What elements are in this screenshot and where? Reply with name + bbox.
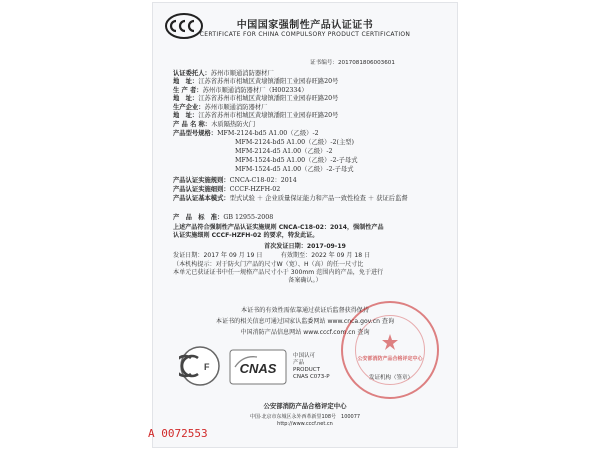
- maker-address-row: [173, 95, 338, 103]
- cccf-logo-icon: [179, 345, 221, 387]
- cnas-logo-icon: [229, 349, 287, 385]
- model-value: MFM-1524-d5 A1.00（乙级）-2-子母式: [235, 166, 354, 173]
- official-seal: [341, 301, 439, 399]
- product-label: 产 品 名 称：: [173, 121, 212, 128]
- certificate-paper: [152, 2, 458, 448]
- detail-row: [173, 186, 280, 194]
- maker-value: 苏州市顺通消防器材厂（H002334）: [202, 87, 308, 94]
- detail-label: 产品认证实施细则：: [173, 186, 230, 193]
- mode-row: [173, 195, 441, 203]
- note-text: （本机构提示：对于防火门产品的尺寸W（宽）、H（高）的任一尺寸比: [173, 261, 364, 268]
- standard-label: 产 品 标 准：: [173, 214, 224, 221]
- rule-value: CNCA-C18-02：2014: [229, 177, 297, 184]
- rule-label: 产品认证实施规则：: [173, 177, 230, 184]
- mode-label: 产品认证基本模式：: [173, 195, 230, 202]
- query-statement: 本证书的相关信息可通过国家认监委网站 www.cnca.gov.cn 查询: [215, 318, 395, 325]
- issuer-sign-label: 发证机构（签章）: [369, 375, 414, 381]
- star-icon: [381, 333, 399, 351]
- conformity-statement: 上述产品符合强制性产品认证实施规则 CNCA-C18-02：2014，强制性产品: [173, 224, 384, 231]
- organization-website: http://www.cccf.net.cn: [277, 421, 333, 427]
- address-value: 江苏省苏州市相城区黄埭镇潘阳工业园春旺路20号: [198, 78, 339, 85]
- maker-label: 生 产 者：: [173, 87, 203, 94]
- model-value: MFM-2124-d5 A1.00（乙级）-2: [235, 148, 333, 155]
- client-value: 苏州市顺通消防器材厂: [210, 70, 274, 77]
- certificate-title-en: CERTIFICATE FOR CHINA COMPULSORY PRODUCT CERTIFICATION: [199, 31, 411, 38]
- factory-row: [173, 104, 267, 112]
- model-value: MFM-1524-bd5 A1.00（乙级）-2-子母式: [235, 157, 358, 164]
- maker-row: [173, 87, 308, 95]
- issuing-organization: 公安部消防产品合格评定中心: [263, 402, 347, 410]
- address-value: 江苏省苏州市相城区黄埭镇潘阳工业园春旺路20号: [198, 95, 339, 102]
- factory-address-row: [173, 112, 338, 120]
- query-statement: 中国消防产品信息网站 www.cccf.com.cn 查询: [240, 329, 370, 336]
- model-value: MFM-2124-bd5 A1.00（乙级）-2(主型): [235, 139, 355, 146]
- note-text: 备案确认。）: [288, 277, 322, 284]
- address-label: 地 址：: [173, 95, 199, 102]
- model-label: 产品型号规格：: [173, 130, 218, 137]
- certificate-title: 中国国家强制性产品认证证书: [236, 20, 374, 31]
- svg-text:F: F: [204, 362, 210, 372]
- detail-value: CCCF-HZFH-02: [229, 186, 281, 193]
- address-label: 地 址：: [173, 78, 199, 85]
- mode-value: 型式试验 ＋ 企业质量保证能力和产品一致性检查 ＋ 获证后监督: [229, 195, 408, 202]
- product-value: 木质隔热防火门: [211, 121, 256, 128]
- model-value: MFM-2124-bd5 A1.00（乙级）-2: [217, 130, 319, 137]
- address-label: 地 址：: [173, 112, 199, 119]
- model-row: [173, 130, 319, 138]
- note-text: 本单元已获证证书中任一规格产品尺寸小于 300mm 范围内的产品，免于进行: [173, 269, 384, 276]
- rule-row: [173, 177, 297, 185]
- cnas-logo-text: CNAS: [239, 361, 277, 376]
- product-row: [173, 121, 255, 129]
- factory-label: 生产企业：: [173, 104, 205, 111]
- client-label: 认证委托人：: [173, 70, 211, 77]
- address-value: 江苏省苏州市相城区黄埭镇潘阳工业园春旺路20号: [198, 112, 339, 119]
- issue-validity-dates: 发证日期：2017 年 09 月 19 日 有效期至：2022 年 09 月 18 日: [173, 252, 371, 259]
- organization-address: 中国·北京市东城区永外西革新里108号 100077: [249, 414, 361, 420]
- validity-statement: 本证书的有效性需依靠通过获证后监督获得保持: [241, 307, 369, 314]
- serial-number: A 0072553: [148, 427, 208, 440]
- factory-value: 苏州市顺通消防器材厂: [204, 104, 268, 111]
- conformity-statement: 认证实施细则 CCCF-HZFH-02 的要求，特发此证。: [173, 232, 319, 239]
- certificate-number: 证书编号：2017081806003601: [310, 60, 395, 66]
- seal-text: 公安部消防产品合格评定中心: [357, 356, 423, 362]
- standard-value: GB 12955-2008: [223, 214, 274, 221]
- accreditation-text: 中国认可 产品 PRODUCT CNAS C073-P: [293, 353, 330, 380]
- client-address-row: [173, 78, 338, 86]
- standard-row: [173, 214, 273, 222]
- first-issue-date: 首次发证日期：2017-09-19: [264, 243, 346, 250]
- client-row: [173, 70, 274, 78]
